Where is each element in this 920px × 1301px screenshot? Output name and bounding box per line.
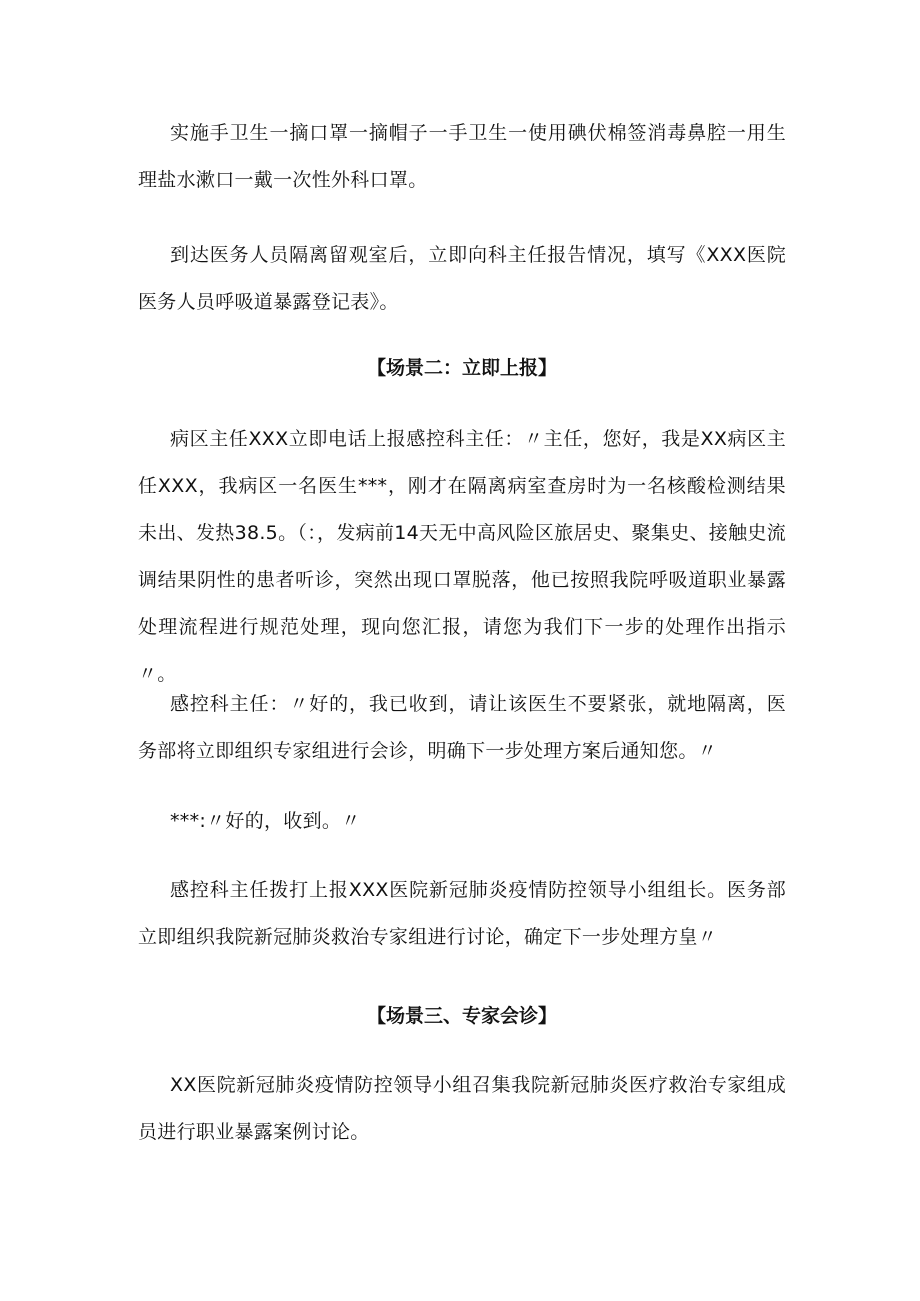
paragraph-phone-report: 病区主任XXX立即电话上报感控科主任：〃主任，您好，我是XX病区主任XXX，我病区一名医生***，刚才在隔离病室查房时为一名核酸检测结果未出、发热38.5。（：，发病前14天无中高风险区旅居史、聚集史、接触史流调结果阴性的患者听诊，突然出现口罩脱落，他已按照我院呼吸道职业暴露处理流程进行规范处理，现向您汇报，请您为我们下一步的处理作出指示〃。	[138, 428, 786, 685]
paragraph-report-to-director: 到达医务人员隔离留观室后，立即向科主任报告情况，填写《XXX医院医务人员呼吸道暴露登记表》。	[138, 244, 786, 313]
paragraph-expert-consultation: XX医院新冠肺炎疫情防控领导小组召集我院新冠肺炎医疗救治专家组成员进行职业暴露案例讨论。	[138, 1074, 786, 1143]
section-heading-scene-2: 【场景二：立即上报】	[366, 357, 557, 379]
section-heading-scene-3: 【场景三、专家会诊】	[366, 1005, 557, 1027]
paragraph-escalation: 感控科主任拨打上报XXX医院新冠肺炎疫情防控领导小组组长。医务部立即组织我院新冠肺炎救治专家组进行讨论，确定下一步处理方皇〃	[138, 879, 786, 948]
paragraph-hand-hygiene-steps: 实施手卫生一摘口罩一摘帽子一手卫生一使用碘伏棉签消毒鼻腔一用生理盐水漱口一戴一次性外科口罩。	[138, 122, 786, 191]
paragraph-acknowledgement: ***:〃好的，收到。〃	[170, 810, 361, 832]
paragraph-director-reply: 感控科主任：〃好的，我已收到，请让该医生不要紧张，就地隔离，医务部将立即组织专家组进行会诊，明确下一步处理方案后通知您。〃	[138, 693, 786, 762]
